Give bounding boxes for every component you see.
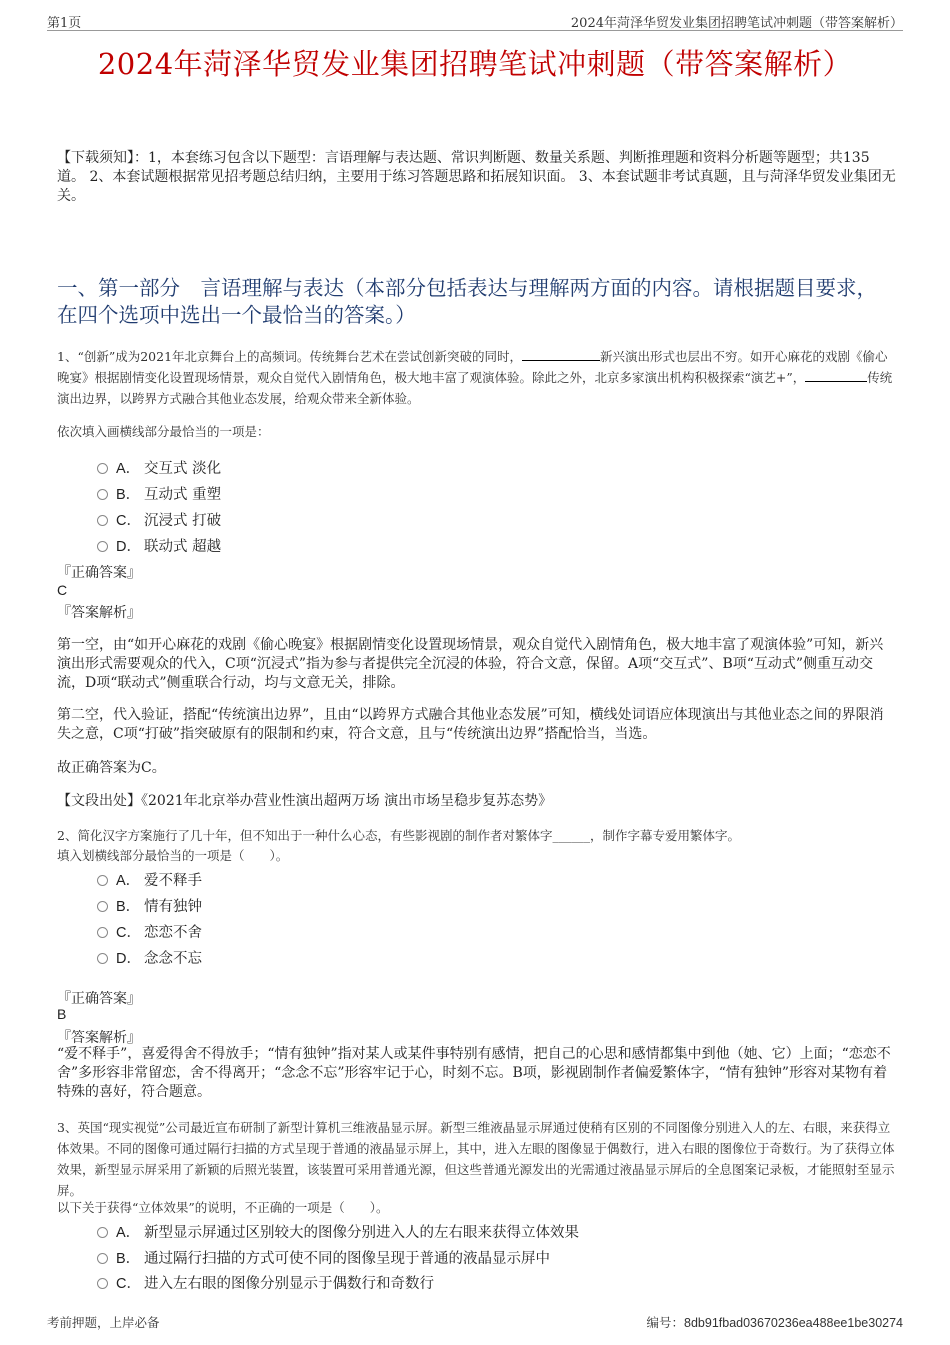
q3-option-a[interactable]: A． 新型显示屏通过区别较大的图像分别进入人的左右眼来获得立体效果: [97, 1221, 579, 1242]
q1-answer: C: [57, 582, 68, 598]
radio-icon[interactable]: [97, 875, 108, 886]
fill-blank-2: [805, 369, 867, 382]
radio-icon[interactable]: [97, 927, 108, 938]
radio-icon[interactable]: [97, 541, 108, 552]
page-header: [47, 10, 903, 31]
question-1-text: 1、“创新”成为2021年北京舞台上的高频词。传统舞台艺术在尝试创新突破的同时， 新兴演出形式也层出不穷。如开心麻花的戏剧《偷心晚宴》根据剧情变化设置现场情景，观众自觉代入剧情角色，极大地丰富了观演体验。除此之外，北京多家演出机构积极探索“演艺+”， 传统演出边界，以跨界方式融合其他业态发展，给观众带来全新体验。: [57, 349, 893, 406]
radio-icon[interactable]: [97, 1227, 108, 1238]
question-3-prompt: 以下关于获得“立体效果”的说明，不正确的一项是（ ）。: [57, 1200, 389, 1215]
footer-doc-id: 编号：8db91fbad03670236ea488ee1be30274: [646, 1316, 903, 1330]
q1-answer-label: 『正确答案』: [57, 565, 141, 581]
radio-icon[interactable]: [97, 1278, 108, 1289]
q3-option-c[interactable]: C． 进入左右眼的图像分别显示于偶数行和奇数行: [97, 1272, 434, 1293]
radio-icon[interactable]: [97, 515, 108, 526]
q2-option-b[interactable]: B． 情有独钟: [97, 895, 202, 916]
q2-answer: B: [57, 1006, 67, 1022]
q2-analysis-label: 『答案解析』: [57, 1030, 141, 1046]
q1-option-a[interactable]: A． 交互式 淡化: [97, 457, 221, 478]
radio-icon[interactable]: [97, 1253, 108, 1264]
radio-icon[interactable]: [97, 953, 108, 964]
radio-icon[interactable]: [97, 489, 108, 500]
document-title: 2024年菏泽华贸发业集团招聘笔试冲刺题（带答案解析）: [97, 47, 853, 81]
section-heading: 一、第一部分 言语理解与表达（本部分包括表达与理解两方面的内容。请根据题目要求，在四个选项中选出一个最恰当的答案。）: [57, 276, 877, 327]
q2-answer-label: 『正确答案』: [57, 991, 141, 1007]
q1-option-b[interactable]: B． 互动式 重塑: [97, 483, 221, 504]
page-number: 第1页: [47, 16, 82, 31]
q1-analysis-2: 第二空，代入验证，搭配“传统演出边界”，且由“以跨界方式融合其他业态发展”可知，横线处词语应体现演出与其他业态之间的界限消失之意，C项“打破”指突破原有的限制和约束，符合文意，且与“传统演出边界”搭配恰当，当选。: [57, 707, 884, 742]
q1-option-d[interactable]: D． 联动式 超越: [97, 535, 221, 556]
q2-option-c[interactable]: C． 恋恋不舍: [97, 921, 202, 942]
footer-slogan: 考前押题，上岸必备: [47, 1315, 160, 1330]
q1-analysis-1: 第一空，由“如开心麻花的戏剧《偷心晚宴》根据剧情变化设置现场情景，观众自觉代入剧情角色，极大地丰富了观演体验”可知，新兴演出形式需要观众的代入，C项“沉浸式”指为参与者提供完全沉浸的体验，符合文意，保留。A项“交互式”、B项“互动式”侧重互动交流，D项“联动式”侧重联合行动，均与文意无关，排除。: [57, 637, 884, 691]
radio-icon[interactable]: [97, 901, 108, 912]
question-1-prompt: 依次填入画横线部分最恰当的一项是：: [57, 424, 270, 439]
question-3-text: 3、英国“现实视觉”公司最近宣布研制了新型计算机三维液晶显示屏。新型三维液晶显示屏通过使稍有区别的不同图像分别进入人的左、右眼，来获得立体效果。不同的图像可通过隔行扫描的方式呈现于普通的液晶显示屏上，其中，进入左眼的图像显于偶数行，进入右眼的图像位于奇数行。为了获得立体效果，新型显示屏采用了新颖的后照光装置，该装置可采用普通光源，但这些普通光源发出的光需通过液晶显示屏后的全息图案记录板，才能照射至显示屏。: [57, 1120, 895, 1198]
q2-analysis: “爱不释手”，喜爱得舍不得放手；“情有独钟”指对某人或某件事特别有感情，把自己的心思和感情都集中到他（她、它）上面；“恋恋不舍”多形容非常留恋，舍不得离开；“念念不忘”形容牢记于心，时刻不忘。B项，影视剧制作者偏爱繁体字，“情有独钟”形容对某物有着特殊的喜好，符合题意。: [57, 1046, 891, 1100]
q1-option-c[interactable]: C． 沉浸式 打破: [97, 509, 221, 530]
question-2-prompt: 填入划横线部分最恰当的一项是（ ）。: [57, 848, 289, 863]
header-doc-title: 2024年菏泽华贸发业集团招聘笔试冲刺题（带答案解析）: [570, 16, 903, 31]
q1-analysis-3: 故正确答案为C。: [57, 760, 166, 776]
fill-blank-1: [522, 348, 600, 361]
download-notice: 【下载须知】：1，本套练习包含以下题型：言语理解与表达题、常识判断题、数量关系题、判断推理题和资料分析题等题型；共135道。 2、本套试题根据常见招考题总结归纳，主要用于练习答题思路和拓展知识面。 3、本套试题非考试真题，且与菏泽华贸发业集团无关。: [57, 150, 896, 204]
radio-icon[interactable]: [97, 463, 108, 474]
q1-analysis-label: 『答案解析』: [57, 605, 141, 621]
q2-option-a[interactable]: A． 爱不释手: [97, 869, 202, 890]
q3-option-b[interactable]: B． 通过隔行扫描的方式可使不同的图像呈现于普通的液晶显示屏中: [97, 1247, 550, 1268]
question-2-text: 2、简化汉字方案施行了几十年，但不知出于一种什么心态，有些影视剧的制作者对繁体字______，制作字幕专爱用繁体字。: [57, 828, 740, 843]
q2-option-d[interactable]: D． 念念不忘: [97, 947, 202, 968]
q1-source: 【文段出处】《2021年北京举办营业性演出超两万场 演出市场呈稳步复苏态势》: [57, 793, 553, 809]
